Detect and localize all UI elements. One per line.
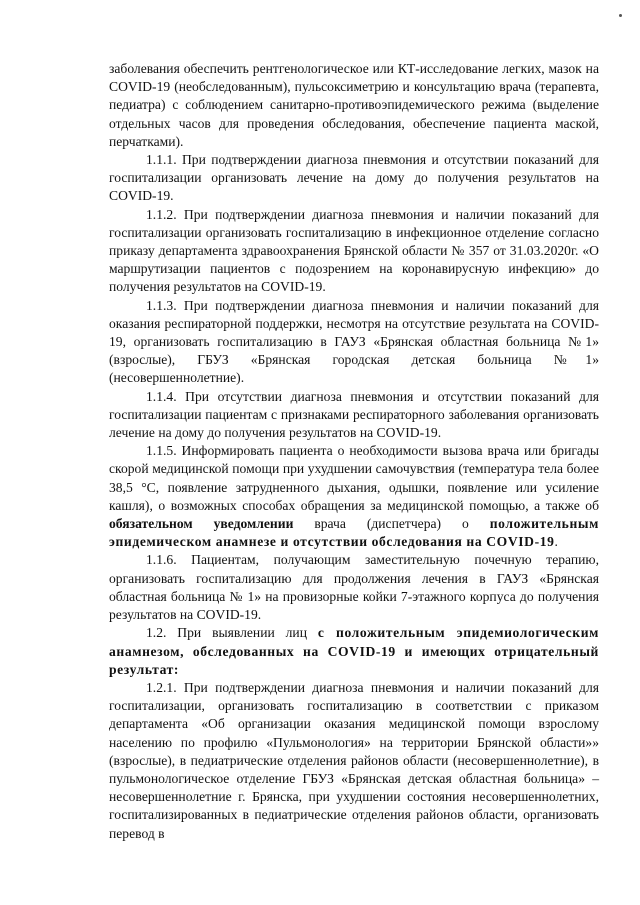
paragraph-1-1-5-end: . — [554, 534, 558, 550]
paragraph-1-1-5-text: 1.1.5. Информировать пациента о необходимости вызова врача или бригады скорой медицинской помощи при ухудшении самочувствия (температура тела более 38,5 °С, появление затрудненного дыхания, одышки, появление или усиление кашля), о возможных способах обращения за медицинской помощью, а также об — [109, 443, 599, 513]
paragraph-1-1-5-bold-anamnesis: положительным эпидемическом анамнезе и отсутствии обследования на COVID-19 — [109, 516, 599, 550]
paragraph-1-1-5-text-2: врача (диспетчера) о — [293, 516, 490, 532]
paragraph-1-2-bold-heading: с положительным эпидемиологическим анамнезом, обследованных на COVID-19 и имеющих отрицательный результат: — [109, 625, 599, 677]
document-body — [109, 60, 599, 843]
paragraph-1-2 — [109, 624, 599, 679]
paragraph-1-1-5 — [109, 442, 599, 551]
paragraph-1-2-1: 1.2.1. При подтверждении диагноза пневмония и наличии показаний для госпитализации, организовать госпитализацию в соответствии с приказом департамента «Об организации оказания медицинской помощи взрослому населению по профилю «Пульмонология» на территории Брянской области»» (взрослые), в педиатрические отделения районов области (несовершеннолетние), в пульмонологическое отделение ГБУЗ «Брянская детская областная больница» – несовершеннолетние г. Брянска, при ухудшении состояния несовершеннолетних, госпитализированных в педиатрические отделения районов области, организовать перевод в — [109, 679, 599, 841]
paragraph-1-1-4: 1.1.4. При отсутствии диагноза пневмония и отсутствии показаний для госпитализации пациентам с признаками респираторного заболевания организовать лечение на дому до получения результатов на COVID-19. — [109, 388, 599, 441]
paragraph-1-1-2: 1.1.2. При подтверждении диагноза пневмония и наличии показаний для госпитализации организовать госпитализацию в инфекционное отделение согласно приказу департамента здравоохранения Брянской области № 357 от 31.03.2020г. «О маршрутизации пациентов с подозрением на коронавирусную инфекцию» до получения результатов на COVID-19. — [109, 206, 599, 295]
paragraph-1-1-1: 1.1.1. При подтверждении диагноза пневмония и отсутствии показаний для госпитализации организовать лечение на дому до получения результатов на COVID-19. — [109, 152, 599, 204]
paragraph-continuation: заболевания обеспечить рентгенологическое или КТ-исследование легких, мазок на COVID-19 (необследованным), пульсоксиметрию и консультацию врача (терапевта, педиатра) с соблюдением санитарно-противоэпидемического режима (выделение отдельных часов для проведения обследования, обеспечение пациента маской, перчатками). — [109, 61, 599, 149]
scan-speck — [619, 14, 622, 17]
paragraph-1-1-6: 1.1.6. Пациентам, получающим заместительную почечную терапию, организовать госпитализацию для продолжения лечения в ГАУЗ «Брянская областная больница № 1» на провизорные койки 7-этажного корпуса до получения результатов на COVID-19. — [109, 552, 599, 623]
paragraph-1-1-3: 1.1.3. При подтверждении диагноза пневмония и наличии показаний для оказания респираторной поддержки, несмотря на отсутствие результата на COVID-19, организовать госпитализацию в ГАУЗ «Брянская областная больница №1» (взрослые), ГБУЗ «Брянская городская детская больница №1» (несовершеннолетние). — [109, 297, 599, 386]
paragraph-1-2-text: 1.2. При выявлении лиц — [146, 625, 318, 641]
paragraph-1-1-5-bold-notice: обязательном уведомлении — [109, 516, 294, 532]
